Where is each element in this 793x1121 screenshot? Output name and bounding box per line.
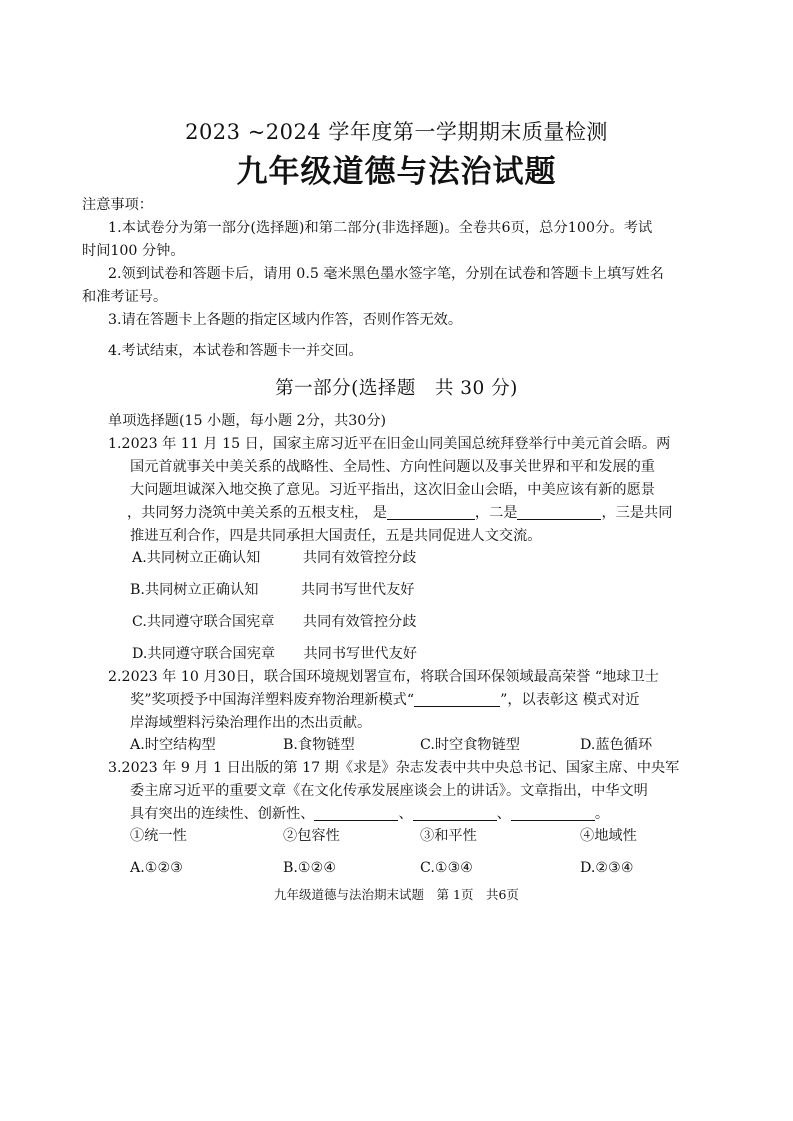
q3-line-3-text-a: 具有突出的连续性、创新性、 (130, 806, 315, 822)
q3-line-3-sep-1: 、 (398, 806, 413, 822)
q1-line-2: 国元首就事关中美关系的战略性、全局性、方向性问题以及事关世界和平和发展的重 (130, 459, 655, 475)
q1-line-5: 推进互利合作，四是共同承担大国责任，五是共同促进人文交流。 (130, 528, 542, 544)
q3-option-d: D.②③④ (580, 860, 634, 876)
q2-option-d: D.蓝色循环 (580, 737, 653, 753)
q1-line-4-text-c: ，三是共同 (601, 505, 673, 521)
q1-line-4 (127, 503, 672, 523)
q2-line-2 (130, 690, 640, 710)
note-1-line-2: 时间100 分钟。 (82, 243, 185, 259)
q1-option-c: C.共同遵守联合国宪章 共同有效管控分歧 (132, 614, 417, 630)
q2-line-2-text-a: 奖”奖项授予中国海洋塑料废弃物治理新模式“ (130, 692, 415, 708)
q1-line-1: 1.2023 年 11 月 15 日，国家主席习近平在旧金山同美国总统拜登举行中美元首会晤。两 (108, 436, 671, 452)
q2-line-1: 2.2023 年 10 月30日，联合国环境规划署宣布，将联合国环保领域最高荣誉 “地球卫士 (108, 669, 659, 685)
q3-option-b: B.①②④ (283, 860, 337, 876)
q3-line-3 (130, 804, 609, 824)
q1-line-4-text-a: ，共同努力浇筑中美关系的五根支柱， 是 (127, 505, 387, 521)
note-3: 3.请在答题卡上各题的指定区域内作答，否则作答无效。 (108, 312, 463, 328)
note-2-line-2: 和准考证号。 (82, 289, 168, 305)
q3-line-3-end: 。 (594, 806, 610, 822)
q3-answer-blank-1 (314, 805, 398, 821)
q3-line-1: 3.2023 年 9 月 1 日出版的第 17 期《求是》杂志发表中共中央总书记、国家主席、中央军 (108, 760, 680, 776)
q2-option-b: B.食物链型 (283, 737, 355, 753)
q2-option-a: A.时空结构型 (130, 737, 216, 753)
q3-line-2: 委主席习近平的重要文章《在文化传承发展座谈会上的讲话》。文章指出，中华文明 (130, 783, 648, 799)
exam-term-title: 2023 ~2024 学年度第一学期期末质量检测 (185, 120, 608, 144)
q3-option-a: A.①②③ (130, 860, 183, 876)
notes-heading: 注意事项： (82, 197, 153, 213)
q1-line-4-text-b: ，二是 (474, 505, 518, 521)
note-2-line-1: 2.领到试卷和答题卡后，请用 0.5 毫米黑色墨水签字笔，分别在试卷和答题卡上填写姓名 (108, 266, 664, 282)
q3-item-3: ③和平性 (420, 828, 477, 844)
q1-option-a: A.共同树立正确认知 共同有效管控分歧 (132, 550, 417, 566)
q2-line-3: 岸海域塑料污染治理作出的杰出贡献。 (130, 715, 372, 731)
q3-item-2: ②包容性 (283, 828, 340, 844)
section-title: 第一部分(选择题 共 30 分) (275, 378, 518, 399)
q3-option-c: C.①③④ (420, 860, 474, 876)
note-4: 4.考试结束，本试卷和答题卡一并交回。 (108, 343, 363, 359)
page-footer: 九年级道德与法治期末试题 第 1页 共6页 (274, 887, 519, 902)
note-1-line-1: 1.本试卷分为第一部分(选择题)和第二部分(非选择题)。全卷共6页，总分100分。考试 (108, 220, 653, 236)
q1-option-b: B.共同树立正确认知 共同书写世代友好 (130, 582, 415, 598)
q1-option-d: D.共同遵守联合国宪章 共同书写世代友好 (132, 646, 417, 662)
q2-answer-blank (414, 691, 500, 707)
q3-answer-blank-3 (511, 805, 595, 821)
q1-answer-blank-1 (387, 504, 475, 520)
q3-line-3-sep-2: 、 (496, 806, 511, 822)
q3-item-1: ①统一性 (130, 828, 187, 844)
q2-line-2-text-b: ”，以表彰这 模式对近 (500, 692, 640, 708)
q3-answer-blank-2 (413, 805, 497, 821)
q3-item-4: ④地域性 (580, 828, 637, 844)
q1-answer-blank-2 (517, 504, 601, 520)
q2-option-c: C.时空食物链型 (420, 737, 520, 753)
section-instructions: 单项选择题(15 小题，每小题 2分，共30分) (108, 413, 387, 429)
exam-subject-title: 九年级道德与法治试题 (236, 154, 557, 190)
q1-line-3: 大问题坦诚深入地交换了意见。习近平指出，这次旧金山会晤，中美应该有新的愿景 (130, 482, 655, 498)
